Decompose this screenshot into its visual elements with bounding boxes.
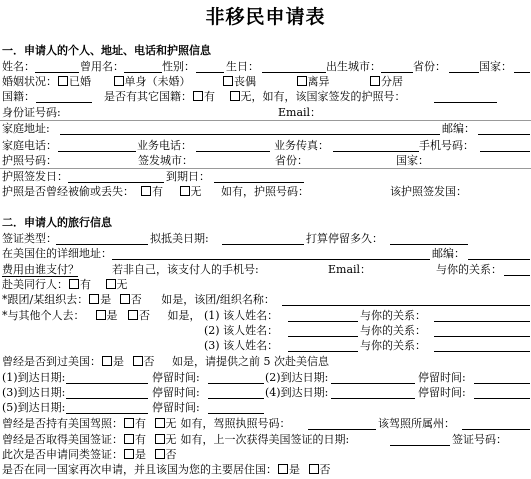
visit-1-stay-field[interactable] — [208, 383, 264, 384]
payer-relation-field[interactable] — [504, 275, 530, 276]
visa-yes-label: 有 — [135, 433, 146, 446]
other-nat-yes-label: 有 — [204, 90, 215, 103]
passport-number-label: 护照号码： — [2, 154, 57, 167]
us-visa-label: 曾经是否取得美国签证： — [2, 433, 123, 446]
section-2-heading: 二．申请人的旅行信息 — [2, 216, 112, 229]
business-phone-field[interactable] — [196, 151, 270, 152]
license-no-label: 无 — [165, 417, 177, 430]
person-2-relation-label: 与你的关系： — [360, 324, 426, 337]
widowed-checkbox[interactable] — [223, 76, 233, 86]
other-nat-yes-checkbox[interactable] — [193, 91, 203, 101]
lost-passport-number-label: 如有，护照号码： — [221, 185, 309, 198]
visit-5-stay-label: 停留时间: — [152, 401, 200, 414]
companions-no-checkbox[interactable] — [106, 279, 116, 289]
payer-relation-label: 与你的关系： — [436, 263, 502, 276]
companions-no-label: 无 — [116, 278, 128, 291]
license-number-field[interactable] — [308, 429, 376, 430]
person-1-field[interactable] — [288, 321, 358, 322]
business-fax-label: 业务传真： — [274, 139, 329, 152]
lost-yes-checkbox[interactable] — [141, 186, 151, 196]
former-name-field[interactable] — [124, 72, 162, 73]
group-no-label: 否 — [130, 293, 142, 306]
gender-label: 性别： — [162, 60, 195, 73]
lost-no-label: 无 — [190, 185, 202, 198]
been-to-us-label: 曾经是否到过美国： — [2, 355, 101, 368]
visit-1-arrival-label: (1)到达日期: — [2, 371, 66, 384]
with-others-no-label: 否 — [139, 309, 150, 322]
person-1-relation-label: 与你的关系： — [360, 309, 426, 322]
arrival-date-label: 拟抵美日期: — [150, 232, 209, 245]
row-separator — [0, 120, 531, 121]
visa-no-checkbox[interactable] — [155, 434, 165, 444]
license-yes-checkbox[interactable] — [124, 418, 134, 428]
stay-length-field[interactable] — [390, 244, 468, 245]
widowed-option: 丧偶 — [234, 75, 256, 88]
single-option: 单身（未婚） — [124, 75, 191, 88]
visit-1-stay-label: 停留时间: — [152, 371, 200, 384]
nationality-label: 国籍： — [2, 90, 35, 103]
same-type-no-label: 否 — [165, 448, 177, 461]
visit-2-arrival-label: (2)到达日期: — [265, 371, 329, 384]
group-yes-checkbox[interactable] — [89, 294, 99, 304]
business-fax-field[interactable] — [333, 151, 419, 152]
same-country-no-label: 否 — [319, 463, 331, 476]
postcode-field[interactable] — [478, 134, 530, 135]
visa-type-label: 签证类型： — [2, 232, 57, 245]
id-number-label: 身份证号码: — [2, 106, 61, 119]
same-visa-type-label: 此次是否申请同类签证： — [2, 448, 123, 461]
home-phone-label: 家庭电话： — [2, 139, 57, 152]
postcode-label: 邮编： — [442, 122, 475, 135]
email-label: Email： — [278, 106, 322, 119]
with-others-if-yes: 如是， — [167, 309, 201, 322]
visit-2-stay-field[interactable] — [474, 383, 530, 384]
person-3-relation-label: 与你的关系： — [360, 339, 426, 352]
lost-issuer-label: 该护照签发国： — [390, 185, 467, 198]
issue-city-label: 签发城市： — [138, 154, 193, 167]
license-number-label: 如有，驾照执照号码： — [180, 417, 291, 430]
person-1-label: (1) 该人姓名： — [204, 309, 279, 322]
been-us-yes-label: 是 — [113, 355, 124, 368]
passport-issue-date-label: 护照签发日： — [2, 170, 68, 183]
group-name-field[interactable] — [282, 305, 530, 306]
payer-mobile-label: 若非自己，该支付人的手机号: — [112, 263, 259, 276]
same-type-yes-checkbox[interactable] — [124, 449, 134, 459]
gender-field[interactable] — [196, 72, 224, 73]
separated-checkbox[interactable] — [370, 76, 380, 86]
home-address-label: 家庭地址: — [2, 122, 50, 135]
visit-3-arrival-field[interactable] — [66, 398, 148, 399]
single-checkbox[interactable] — [114, 76, 124, 86]
group-name-label: 如是，该团/组织名称： — [161, 293, 275, 306]
divorced-option: 离异 — [307, 75, 330, 88]
visit-2-stay-label: 停留时间: — [418, 371, 466, 384]
us-postcode-label: 邮编： — [432, 247, 465, 260]
payer-email-label: Email： — [328, 263, 372, 276]
person-3-label: (3) 该人姓名： — [204, 339, 279, 352]
us-address-field[interactable] — [112, 259, 430, 260]
same-country-label: 是否在同一国家再次申请，并且该国为您的主要居住国： — [2, 463, 277, 476]
visit-4-stay-label: 停留时间: — [418, 386, 466, 399]
home-phone-field[interactable] — [58, 151, 136, 152]
same-country-no-checkbox[interactable] — [309, 464, 319, 474]
nationality-field[interactable] — [36, 102, 92, 103]
home-address-field[interactable] — [60, 134, 440, 135]
dob-label: 生日： — [226, 60, 259, 73]
passport-expiry-field[interactable] — [214, 182, 304, 183]
been-us-no-checkbox[interactable] — [133, 356, 143, 366]
license-yes-label: 有 — [135, 417, 146, 430]
birth-city-label: 出生城市： — [326, 60, 381, 73]
last-visa-date-field[interactable] — [390, 445, 450, 446]
last-visa-date-label: 如有，上一次获得美国签证的日期: — [180, 433, 350, 446]
mobile-field[interactable] — [480, 151, 530, 152]
surname-label: 姓名： — [2, 60, 35, 73]
group-yes-label: 是 — [100, 293, 112, 306]
passport-province-label: 省份： — [275, 154, 308, 167]
person-2-field[interactable] — [288, 336, 358, 337]
previous-visits-label: 如是，请提供之前 5 次赴美信息 — [172, 355, 329, 368]
visa-yes-checkbox[interactable] — [124, 434, 134, 444]
visit-5-arrival-field[interactable] — [66, 413, 148, 414]
with-others-no-checkbox[interactable] — [128, 310, 138, 320]
row-separator — [0, 168, 531, 169]
with-others-label: *与其他个人去： — [2, 309, 85, 322]
business-phone-label: 业务电话： — [137, 139, 192, 152]
who-pays-label: 费用由谁支付？ — [2, 263, 79, 276]
visit-3-arrival-label: (3)到达日期: — [2, 386, 66, 399]
person-3-field[interactable] — [288, 351, 358, 352]
passport-issue-date-field[interactable] — [68, 182, 164, 183]
divorced-checkbox[interactable] — [297, 76, 307, 86]
mobile-label: 手机号码： — [419, 139, 474, 152]
person-3-relation-field[interactable] — [434, 351, 530, 352]
visit-1-arrival-field[interactable] — [66, 383, 148, 384]
former-name-label: 曾用名： — [80, 60, 124, 73]
companions-yes-checkbox[interactable] — [69, 279, 79, 289]
visit-4-arrival-field[interactable] — [331, 398, 415, 399]
been-us-no-label: 否 — [143, 355, 155, 368]
passport-expiry-label: 到期日： — [166, 170, 210, 183]
country-label: 国家： — [479, 60, 512, 73]
birth-city-field[interactable] — [381, 72, 413, 73]
with-others-yes-label: 是 — [106, 309, 118, 322]
visa-type-field[interactable] — [56, 244, 148, 245]
country-field[interactable] — [514, 72, 530, 73]
surname-field[interactable] — [35, 72, 79, 73]
same-country-yes-checkbox[interactable] — [278, 464, 288, 474]
person-1-relation-field[interactable] — [434, 321, 530, 322]
visit-3-stay-field[interactable] — [208, 398, 264, 399]
lost-no-checkbox[interactable] — [180, 186, 190, 196]
with-others-yes-checkbox[interactable] — [96, 310, 106, 320]
person-2-relation-field[interactable] — [434, 336, 530, 337]
same-type-no-checkbox[interactable] — [155, 449, 165, 459]
province-label: 省份： — [413, 60, 446, 73]
companions-yes-label: 有 — [80, 278, 91, 291]
license-state-label: 该驾照所属州： — [378, 417, 455, 430]
other-passport-field[interactable] — [434, 102, 497, 103]
section-1-heading: 一．申请人的个人、地址、电话和护照信息 — [2, 44, 211, 57]
province-field[interactable] — [449, 72, 479, 73]
other-nationality-label: 是否有其它国籍： — [104, 90, 192, 103]
same-country-yes-label: 是 — [289, 463, 300, 476]
same-type-yes-label: 是 — [135, 448, 146, 461]
group-travel-label: *跟团/某组织去： — [2, 293, 89, 306]
visit-5-arrival-label: (5)到达日期: — [2, 401, 66, 414]
group-no-checkbox[interactable] — [120, 294, 130, 304]
who-pays-field[interactable] — [2, 276, 78, 277]
other-passport-label: 如有，该国家签发的护照号： — [262, 90, 406, 103]
visit-2-arrival-field[interactable] — [331, 383, 415, 384]
other-nat-no-label: 无， — [240, 90, 263, 103]
marital-label: 婚姻状况： — [2, 75, 57, 88]
visit-4-arrival-label: (4)到达日期: — [265, 386, 329, 399]
us-license-label: 曾经是否持有美国驾照： — [2, 417, 123, 430]
lost-yes-label: 有 — [152, 185, 163, 198]
separated-option: 分居 — [381, 75, 403, 88]
visit-3-stay-label: 停留时间: — [152, 386, 200, 399]
married-checkbox[interactable] — [58, 76, 68, 86]
license-no-checkbox[interactable] — [155, 418, 165, 428]
passport-lost-label: 护照是否曾经被偷或丢失： — [2, 185, 134, 198]
passport-country-label: 国家： — [396, 154, 429, 167]
companions-label: 赴美同行人： — [2, 278, 68, 291]
form-title: 非移民申请表 — [205, 6, 326, 28]
arrival-date-field[interactable] — [222, 244, 304, 245]
person-2-label: (2) 该人姓名： — [204, 324, 279, 337]
license-state-field[interactable] — [462, 429, 530, 430]
us-address-label: 在美国住的详细地址： — [2, 247, 112, 260]
us-postcode-field[interactable] — [468, 259, 530, 260]
stay-length-label: 打算停留多久： — [306, 232, 383, 245]
dob-field[interactable] — [262, 72, 326, 73]
other-nat-no-checkbox[interactable] — [230, 91, 240, 101]
visa-no-label: 无 — [165, 433, 177, 446]
married-option: 已婚 — [69, 75, 91, 88]
visit-5-stay-field[interactable] — [208, 413, 264, 414]
visa-number-label: 签证号码： — [452, 433, 507, 446]
been-us-yes-checkbox[interactable] — [102, 356, 112, 366]
visit-4-stay-field[interactable] — [474, 398, 530, 399]
